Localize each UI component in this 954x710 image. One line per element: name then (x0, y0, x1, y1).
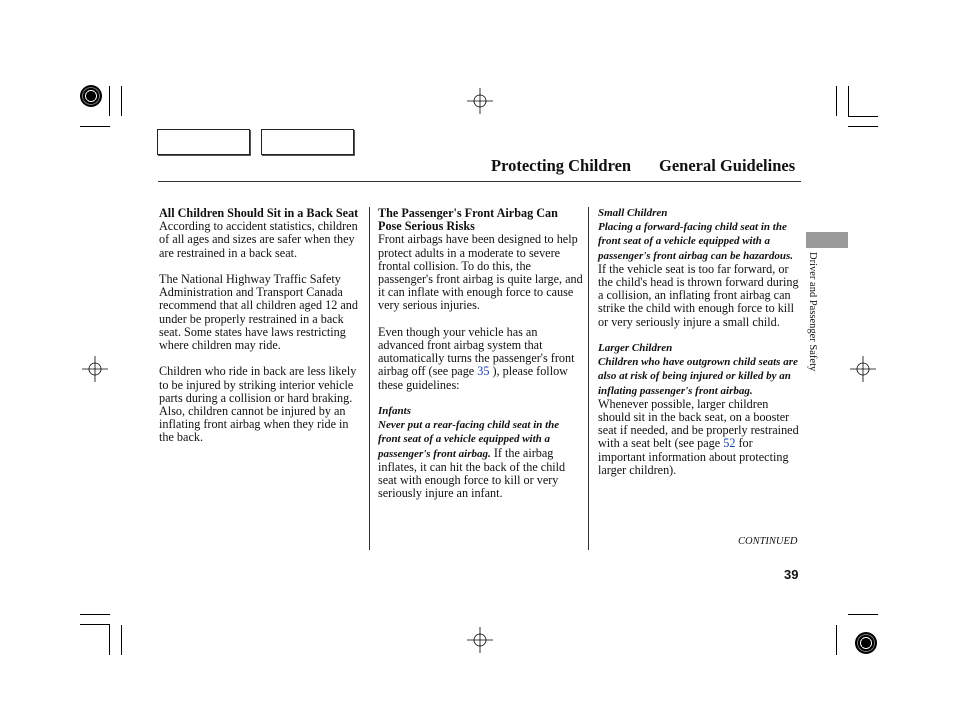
column-2-heading: The Passenger's Front Airbag Can Pose Serious Risks (378, 206, 558, 234)
column-divider (588, 207, 589, 550)
larger-children-warning: Children who have outgrown child seats are also at risk of being injured or killed by an inflating passenger's front airbag. (598, 356, 798, 397)
crosshair-icon (82, 356, 108, 382)
paragraph-text: If the vehicle seat is too far forward, or the child's head is thrown forward during a collision, an inflating front airbag can strike the child with enough force to kill or very seriously injure a small child. (598, 261, 799, 329)
column-2 (378, 207, 583, 514)
paragraph-text: for important information about protecting larger children). (598, 436, 789, 477)
paragraph: The National Highway Traffic Safety Administration and Transport Canada recommend that all children aged 12 and under be properly restrained in a back seat. Some states have laws restricting where children may ride. (159, 272, 358, 353)
registration-target-icon (80, 85, 102, 107)
continued-label: CONTINUED (738, 536, 798, 547)
paragraph-text: ), please follow these guidelines: (378, 364, 568, 392)
paragraph-text: Even though your vehicle has an advanced front airbag system that automatically turns the passenger's front airbag off (see page (378, 324, 575, 379)
registration-target-icon (855, 632, 877, 654)
crop-mark (836, 625, 837, 655)
crop-mark (848, 86, 849, 116)
small-children-warning: Placing a forward-facing child seat in the front seat of a vehicle equipped with a passenger's front airbag can be hazardous. (598, 221, 793, 262)
crop-mark (848, 116, 878, 117)
column-1-heading: All Children Should Sit in a Back Seat (159, 206, 359, 220)
page-link[interactable]: 35 (477, 364, 490, 379)
paragraph-text: If the airbag inflates, it can hit the back of the child seat with enough force to kill or very seriously injure an infant. (378, 445, 566, 501)
crop-mark (121, 625, 122, 655)
crop-mark (80, 614, 110, 615)
infants-warning: Never put a rear-facing child seat in the front seat of a vehicle equipped with a passenger's front airbag. (378, 419, 560, 460)
nav-tab-box-2[interactable] (261, 129, 354, 155)
chapter-title: General Guidelines (659, 156, 796, 175)
paragraph: Front airbags have been designed to help protect adults in a moderate to severe frontal collision. To do this, the passenger's front airbag is quite large, and it can inflate with enough force to cause very serious injuries. (378, 232, 583, 313)
crosshair-icon (467, 88, 493, 114)
crop-mark (121, 86, 122, 116)
side-thumb-tab (806, 232, 848, 248)
crosshair-icon (467, 627, 493, 653)
paragraph: According to accident statistics, children of all ages and sizes are safer when they are restrained in a back seat. (159, 219, 358, 260)
side-tab-label: Driver and Passenger Safety (807, 252, 818, 372)
small-children-heading: Small Children (598, 207, 668, 219)
paragraph (598, 220, 803, 329)
page-number: 39 (784, 567, 799, 582)
column-3 (598, 207, 803, 490)
crop-mark (848, 614, 878, 615)
page-link[interactable]: 52 (723, 436, 736, 451)
crop-mark (848, 126, 878, 127)
column-divider (369, 207, 370, 550)
crop-mark (836, 86, 837, 116)
crop-mark (109, 86, 110, 116)
infants-heading: Infants (378, 405, 412, 418)
section-title: Protecting Children (491, 156, 632, 175)
crop-mark (109, 625, 110, 655)
paragraph (598, 355, 803, 477)
paragraph (378, 418, 583, 500)
paragraph (378, 326, 583, 392)
header-rule (158, 181, 801, 182)
paragraph-text: Whenever possible, larger children should sit in the back seat, on a booster seat if needed, and be properly restrained with a seat belt (see page (598, 396, 799, 451)
nav-tab-box-1[interactable] (157, 129, 250, 155)
column-1 (159, 207, 364, 458)
larger-children-heading: Larger Children (598, 342, 673, 355)
paragraph: Children who ride in back are less likely to be injured by striking interior vehicle parts during a collision or hard braking. Also, children cannot be injured by an inflating front airbag when they ride in the back. (159, 364, 357, 445)
crop-mark (80, 624, 110, 625)
crosshair-icon (850, 356, 876, 382)
crop-mark (80, 126, 110, 127)
